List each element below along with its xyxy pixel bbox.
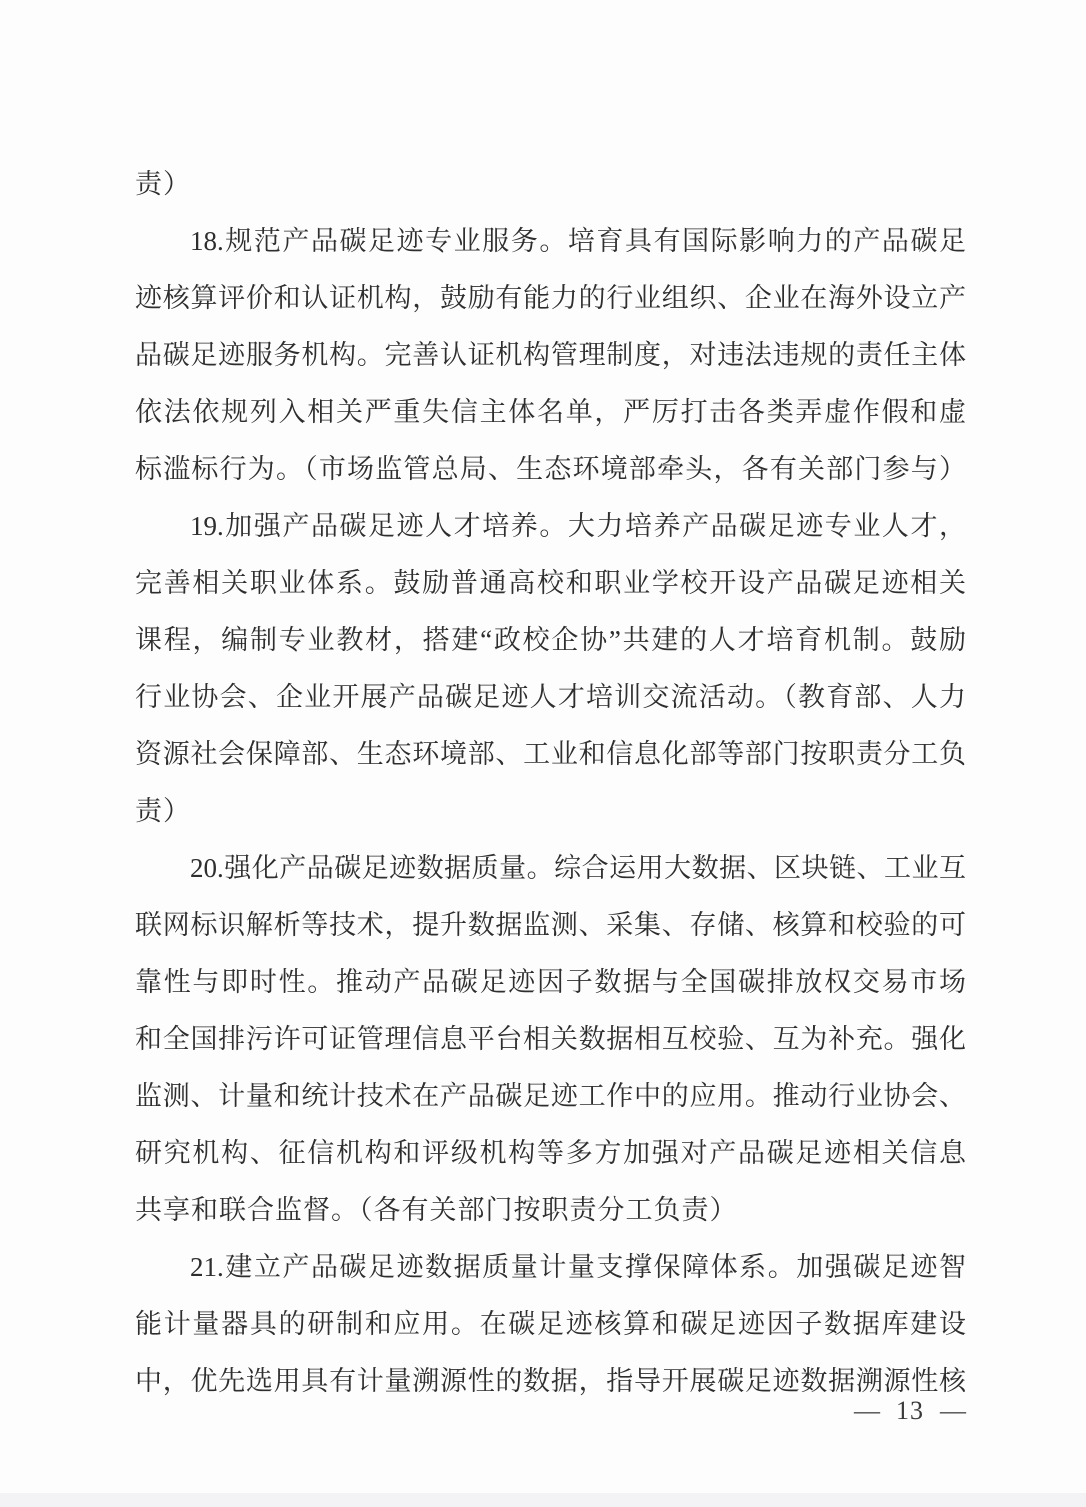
footer-dash-right: — [940, 1396, 966, 1425]
footer-dash-left: — [854, 1396, 880, 1425]
text-line: 监测、计量和统计技术在产品碳足迹工作中的应用。推动行业协会、 [135, 1081, 966, 1111]
text-line: 依法依规列入相关严重失信主体名单，严厉打击各类弄虚作假和虚 [135, 397, 966, 427]
scan-edge-shadow [0, 1493, 1086, 1507]
paragraph-20-first-line: 20.强化产品碳足迹数据质量。综合运用大数据、区块链、工业互 [190, 853, 966, 883]
page-footer [854, 1396, 966, 1426]
text-line: 联网标识解析等技术，提升数据监测、采集、存储、核算和校验的可 [135, 910, 966, 940]
paragraph-19-first-line: 19.加强产品碳足迹人才培养。大力培养产品碳足迹专业人才， [190, 511, 966, 541]
text-line-paragraph-end: 共享和联合监督。（各有关部门按职责分工负责） [135, 1195, 738, 1225]
text-line: 研究机构、征信机构和评级机构等多方加强对产品碳足迹相关信息 [135, 1138, 966, 1168]
text-line-paragraph-end: 标滥标行为。（市场监管总局、生态环境部牵头，各有关部门参与） [135, 454, 966, 484]
text-line: 品碳足迹服务机构。完善认证机构管理制度，对违法违规的责任主体 [135, 340, 966, 370]
paragraph-18-first-line: 18.规范产品碳足迹专业服务。培育具有国际影响力的产品碳足 [190, 226, 966, 256]
text-line: 中，优先选用具有计量溯源性的数据，指导开展碳足迹数据溯源性核 [135, 1366, 966, 1396]
text-line: 能计量器具的研制和应用。在碳足迹核算和碳足迹因子数据库建设 [135, 1309, 966, 1339]
text-line: 靠性与即时性。推动产品碳足迹因子数据与全国碳排放权交易市场 [135, 967, 966, 997]
text-line: 课程，编制专业教材，搭建“政校企协”共建的人才培育机制。鼓励 [135, 625, 966, 655]
text-line: 行业协会、企业开展产品碳足迹人才培训交流活动。（教育部、人力 [135, 682, 966, 712]
text-line-paragraph-end: 责） [135, 169, 191, 199]
text-line: 资源社会保障部、生态环境部、工业和信息化部等部门按职责分工负 [135, 739, 966, 769]
page-number: 13 [896, 1396, 924, 1425]
text-line-paragraph-end: 责） [135, 796, 191, 826]
text-line: 完善相关职业体系。鼓励普通高校和职业学校开设产品碳足迹相关 [135, 568, 966, 598]
text-line: 和全国排污许可证管理信息平台相关数据相互校验、互为补充。强化 [135, 1024, 966, 1054]
text-line: 迹核算评价和认证机构，鼓励有能力的行业组织、企业在海外设立产 [135, 283, 966, 313]
document-body [135, 156, 966, 1410]
paragraph-21-first-line: 21.建立产品碳足迹数据质量计量支撑保障体系。加强碳足迹智 [190, 1252, 966, 1282]
